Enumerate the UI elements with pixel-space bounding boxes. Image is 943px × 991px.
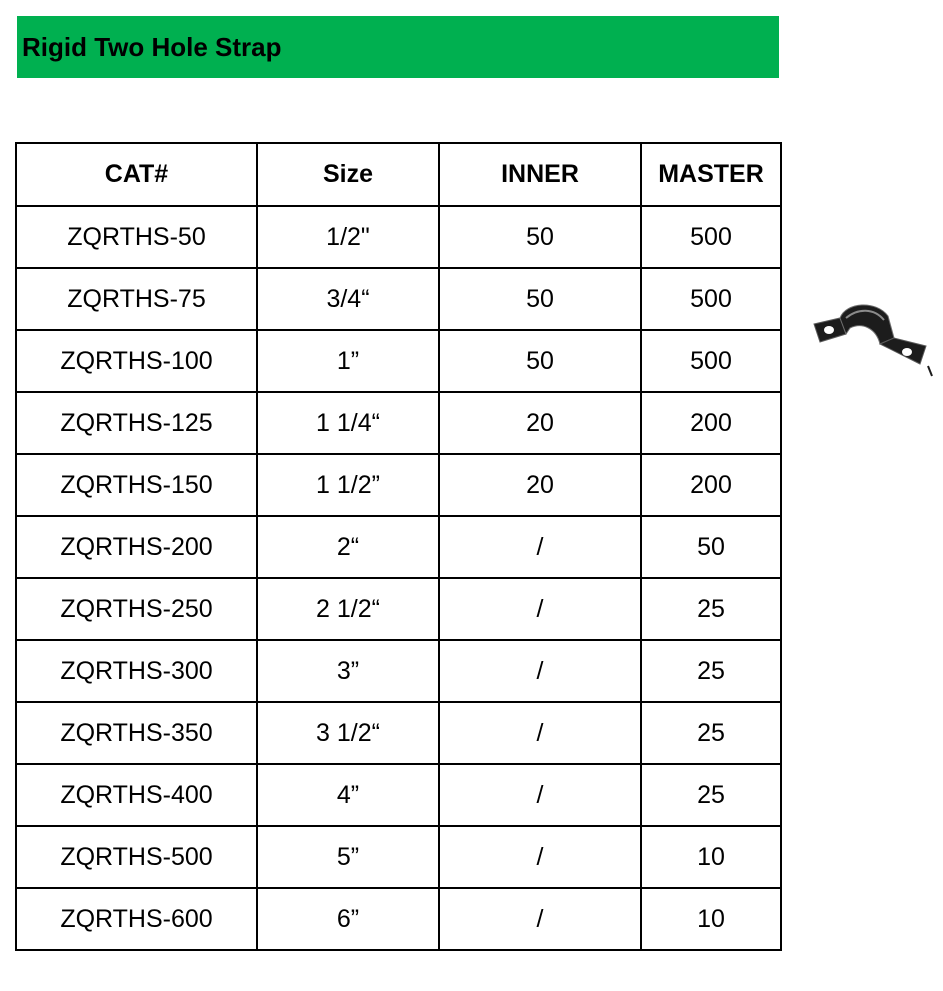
cell-size: 5” <box>257 826 439 888</box>
cell-master: 50 <box>641 516 781 578</box>
cell-master: 200 <box>641 454 781 516</box>
cell-size: 1 1/2” <box>257 454 439 516</box>
cell-master: 10 <box>641 826 781 888</box>
cell-inner: / <box>439 702 641 764</box>
cell-master: 25 <box>641 578 781 640</box>
table-row <box>16 268 781 330</box>
cell-inner: / <box>439 826 641 888</box>
table-row <box>16 702 781 764</box>
cell-size: 2 1/2“ <box>257 578 439 640</box>
table-row <box>16 764 781 826</box>
table-body <box>16 206 781 950</box>
cell-cat: ZQRTHS-150 <box>16 454 257 516</box>
strap-product-image <box>806 298 936 388</box>
cell-cat: ZQRTHS-500 <box>16 826 257 888</box>
cell-size: 6” <box>257 888 439 950</box>
cell-cat: ZQRTHS-300 <box>16 640 257 702</box>
cell-inner: / <box>439 516 641 578</box>
cell-size: 3” <box>257 640 439 702</box>
cell-cat: ZQRTHS-350 <box>16 702 257 764</box>
header-master: MASTER <box>641 143 781 206</box>
cell-master: 200 <box>641 392 781 454</box>
cell-size: 1” <box>257 330 439 392</box>
cell-size: 3 1/2“ <box>257 702 439 764</box>
table-row <box>16 516 781 578</box>
cell-master: 25 <box>641 702 781 764</box>
table-row <box>16 392 781 454</box>
strap-icon <box>814 305 932 376</box>
cell-inner: / <box>439 578 641 640</box>
cell-inner: 50 <box>439 330 641 392</box>
cell-cat: ZQRTHS-600 <box>16 888 257 950</box>
cell-master: 500 <box>641 206 781 268</box>
cell-master: 500 <box>641 330 781 392</box>
cell-master: 25 <box>641 764 781 826</box>
cell-inner: / <box>439 640 641 702</box>
page-title: Rigid Two Hole Strap <box>22 31 282 62</box>
cell-master: 25 <box>641 640 781 702</box>
table-row <box>16 330 781 392</box>
table-row <box>16 578 781 640</box>
cell-cat: ZQRTHS-125 <box>16 392 257 454</box>
cell-size: 2“ <box>257 516 439 578</box>
spec-table <box>15 142 782 951</box>
cell-cat: ZQRTHS-50 <box>16 206 257 268</box>
cell-inner: / <box>439 764 641 826</box>
cell-inner: 50 <box>439 268 641 330</box>
table-row <box>16 206 781 268</box>
cell-size: 1/2" <box>257 206 439 268</box>
cell-master: 10 <box>641 888 781 950</box>
header-size: Size <box>257 143 439 206</box>
cell-size: 4” <box>257 764 439 826</box>
cell-inner: 50 <box>439 206 641 268</box>
cell-size: 1 1/4“ <box>257 392 439 454</box>
header-row <box>16 143 781 206</box>
cell-inner: / <box>439 888 641 950</box>
cell-inner: 20 <box>439 392 641 454</box>
table-row <box>16 826 781 888</box>
cell-master: 500 <box>641 268 781 330</box>
cell-cat: ZQRTHS-400 <box>16 764 257 826</box>
header-cat: CAT# <box>16 143 257 206</box>
cell-cat: ZQRTHS-250 <box>16 578 257 640</box>
table-row <box>16 888 781 950</box>
title-bar <box>17 16 779 78</box>
cell-cat: ZQRTHS-75 <box>16 268 257 330</box>
table-row <box>16 454 781 516</box>
cell-size: 3/4“ <box>257 268 439 330</box>
cell-cat: ZQRTHS-200 <box>16 516 257 578</box>
cell-inner: 20 <box>439 454 641 516</box>
table-row <box>16 640 781 702</box>
header-inner: INNER <box>439 143 641 206</box>
cell-cat: ZQRTHS-100 <box>16 330 257 392</box>
